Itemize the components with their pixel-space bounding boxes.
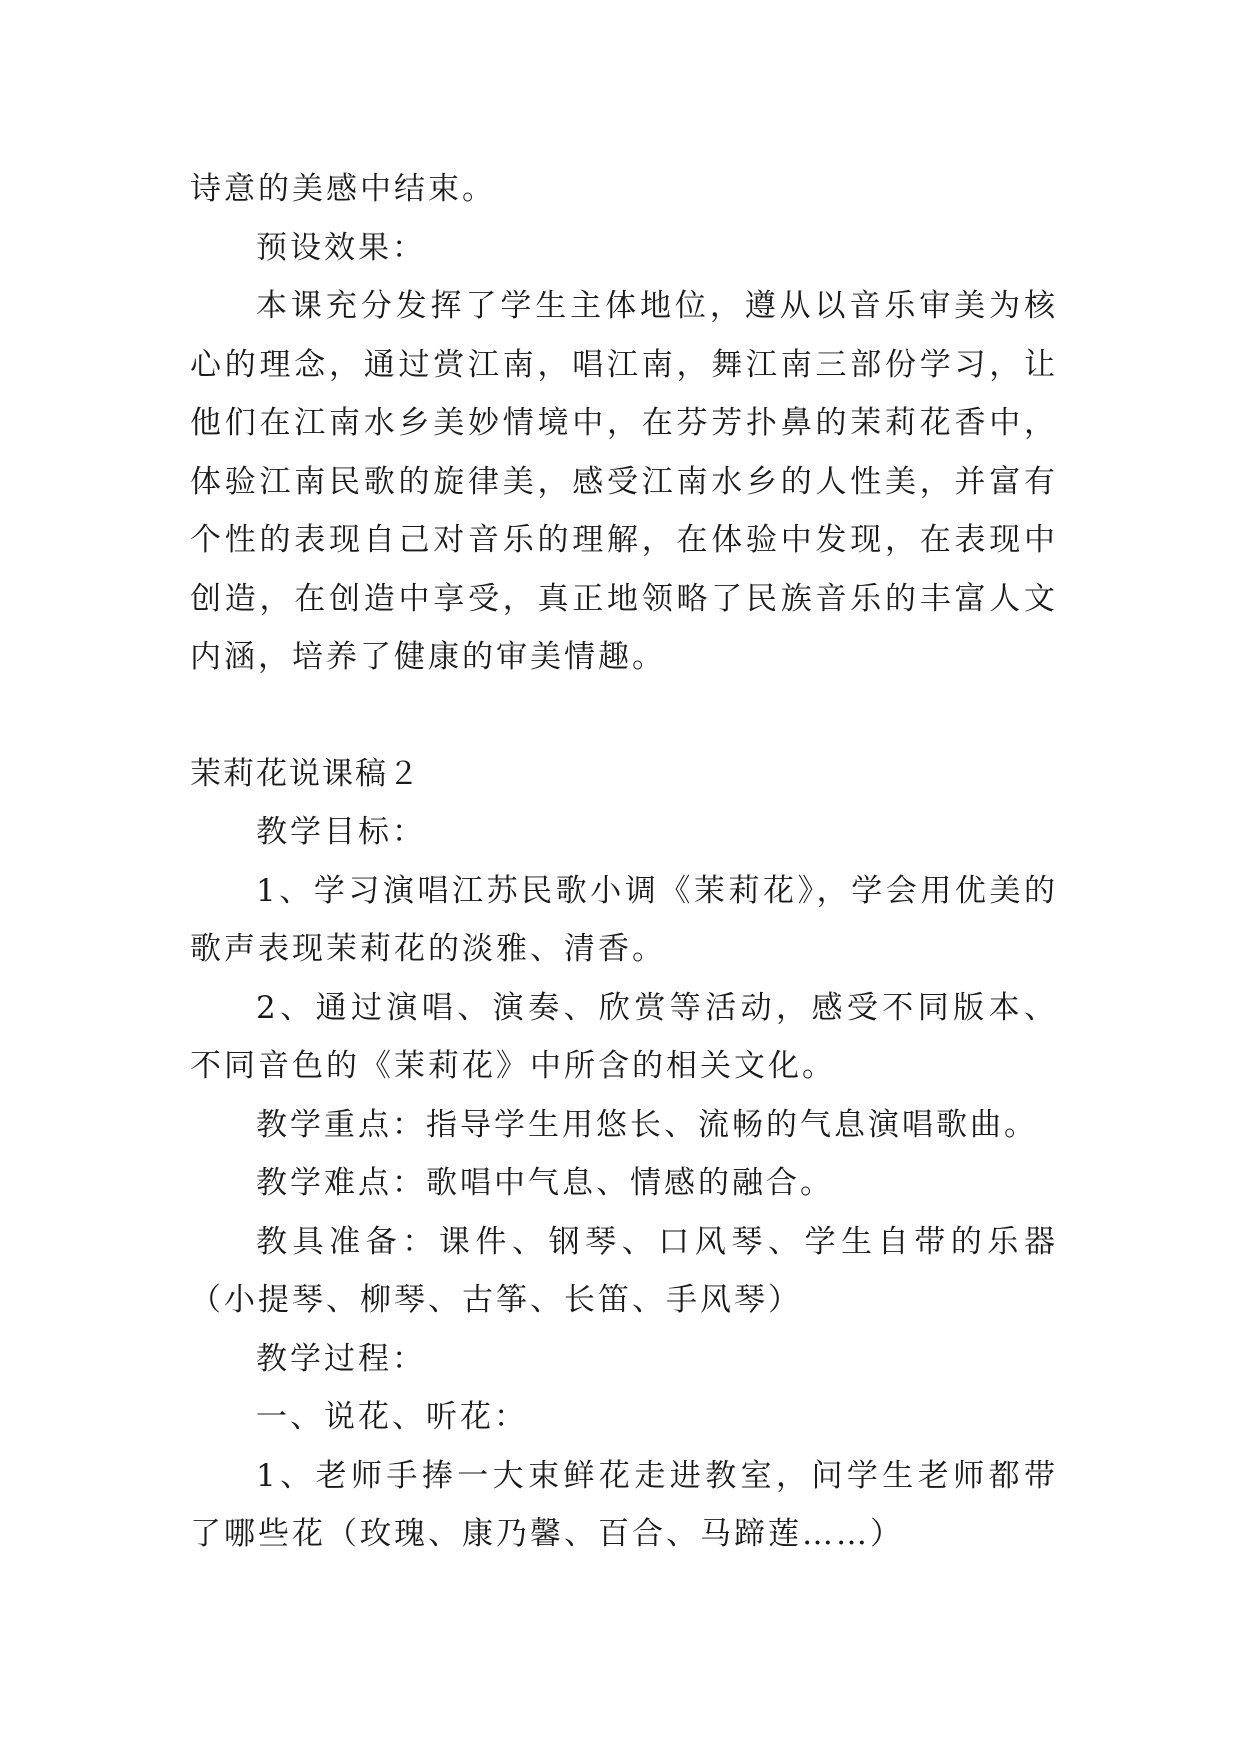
paragraph-goal-2: 2、通过演唱、演奏、欣赏等活动，感受不同版本、不同音色的《茉莉花》中所含的相关文化。 [190,989,1058,1084]
section-gap [190,687,1058,745]
paragraph-teaching-goals-label: 教学目标： [256,814,426,850]
paragraph-continuation: 诗意的美感中结束。 [190,171,496,207]
paragraph-goal-1: 1、学习演唱江苏民歌小调《茉莉花》，学会用优美的歌声表现茉莉花的淡雅、清香。 [190,872,1058,967]
paragraph-preset-effect-label: 预设效果： [256,229,426,266]
section-title: 茉莉花说课稿２ [190,755,421,792]
document-body [190,160,1058,1564]
paragraph-teaching-difficulty: 教学难点：歌唱中气息、情感的融合。 [256,1165,834,1201]
paragraph-step-one-heading: 一、说花、听花： [256,1399,528,1435]
paragraph-teaching-process-label: 教学过程： [256,1340,426,1377]
paragraph-teaching-aids: 教具准备：课件、钢琴、口风琴、学生自带的乐器（小提琴、柳琴、古筝、长笛、手风琴） [190,1223,1058,1318]
paragraph-teaching-key-point: 教学重点：指导学生用悠长、流畅的气息演唱歌曲。 [256,1106,1038,1143]
paragraph-step-one-item-1: 1、老师手捧一大束鲜花走进教室，问学生老师都带了哪些花（玫瑰、康乃馨、百合、马蹄莲……） [190,1457,1058,1552]
paragraph-preset-effect-body: 本课充分发挥了学生主体地位，遵从以音乐审美为核心的理念，通过赏江南，唱江南，舞江南三部份学习，让他们在江南水乡美妙情境中，在芬芳扑鼻的茉莉花香中，体验江南民歌的旋律美，感受江南水乡的人性美，并富有个性的表现自己对音乐的理解，在体验中发现，在表现中创造，在创造中享受，真正地领略了民族音乐的丰富人文内涵，培养了健康的审美情趣。 [190,288,1058,675]
